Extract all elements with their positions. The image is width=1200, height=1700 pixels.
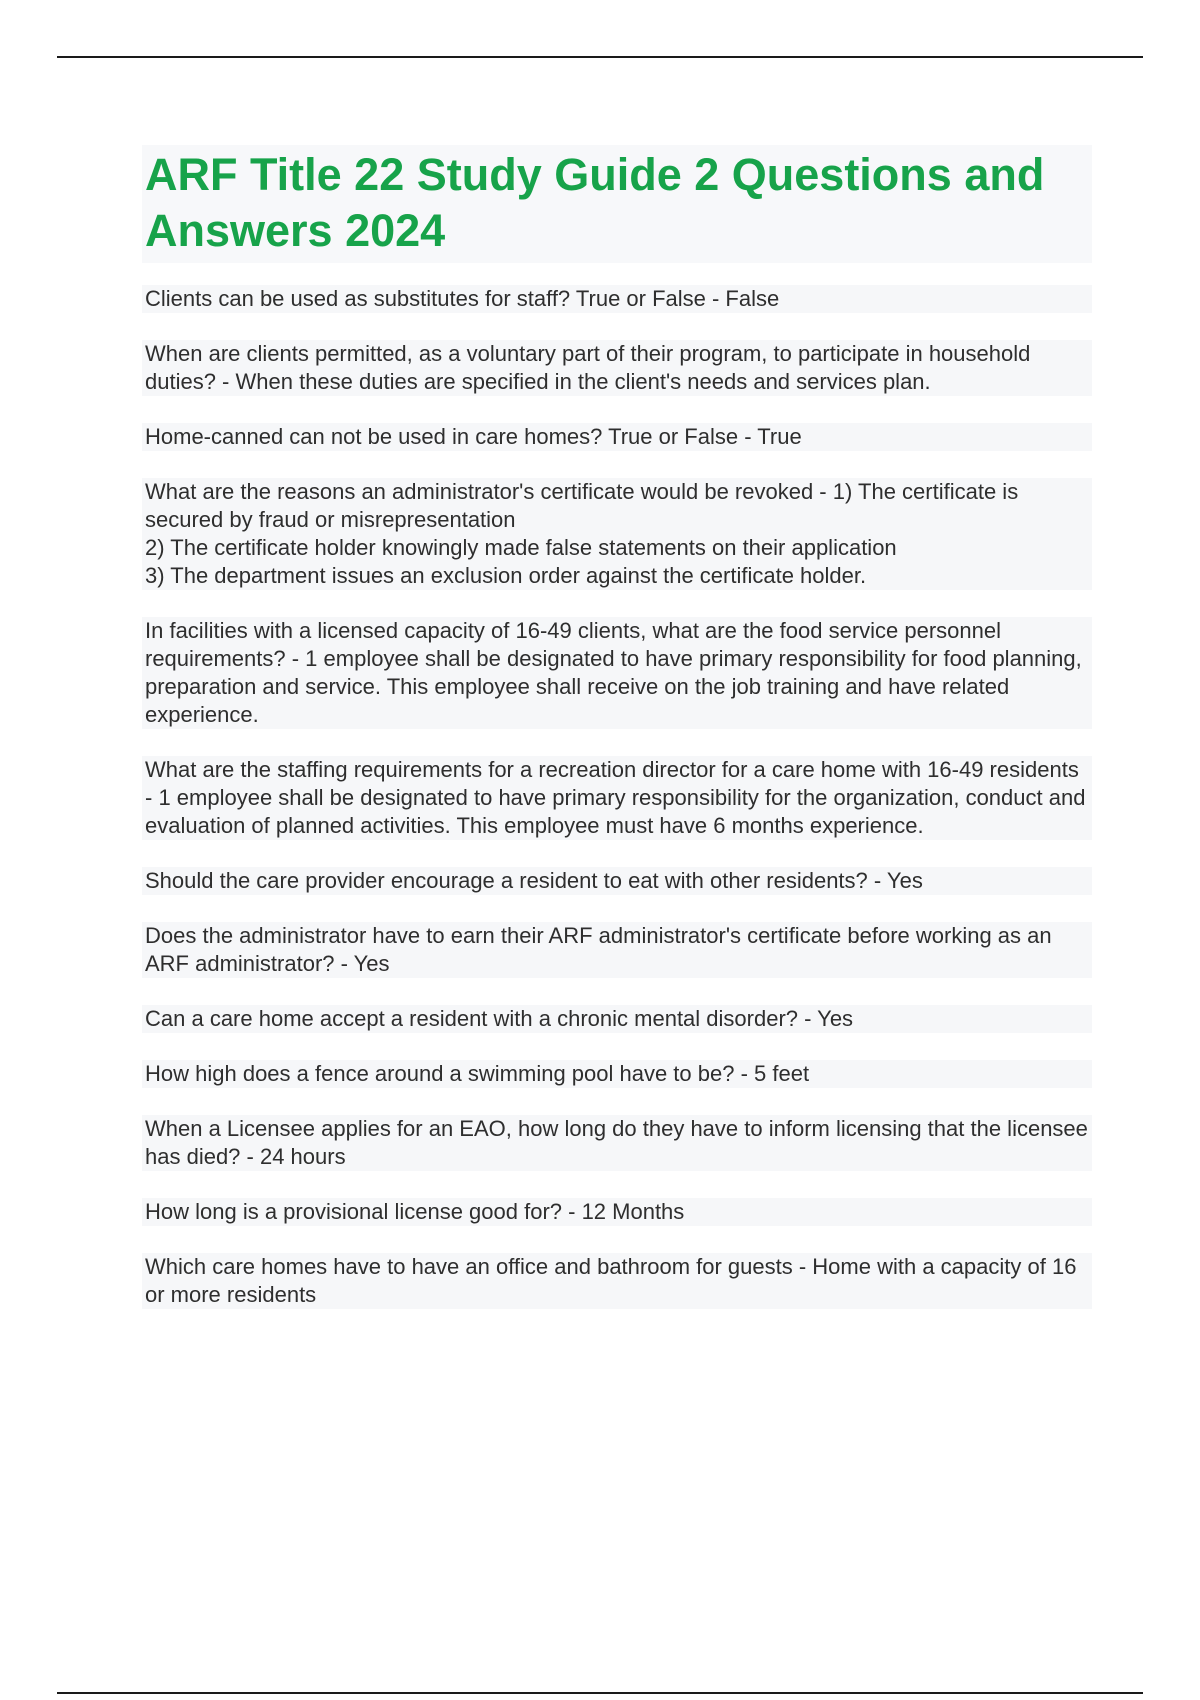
- document-body: [142, 145, 1092, 1336]
- qa-item: Does the administrator have to earn their ARF administrator's certificate before working as an ARF administrator? - Yes: [142, 922, 1092, 978]
- qa-item: How long is a provisional license good for? - 12 Months: [142, 1198, 1092, 1226]
- top-rule: [57, 56, 1143, 58]
- qa-item: What are the staffing requirements for a recreation director for a care home with 16-49 residents - 1 employee shall be designated to have primary responsibility for the organization, conduct and evaluation of planned activities. This employee must have 6 months experience.: [142, 756, 1092, 840]
- qa-item: In facilities with a licensed capacity of 16-49 clients, what are the food service personnel requirements? - 1 employee shall be designated to have primary responsibility for food planning, preparation and service. This employee shall receive on the job training and have related experience.: [142, 617, 1092, 729]
- qa-item: Home-canned can not be used in care homes? True or False - True: [142, 423, 1092, 451]
- qa-item: Which care homes have to have an office and bathroom for guests - Home with a capacity of 16 or more residents: [142, 1253, 1092, 1309]
- qa-item: Should the care provider encourage a resident to eat with other residents? - Yes: [142, 867, 1092, 895]
- qa-item: Can a care home accept a resident with a chronic mental disorder? - Yes: [142, 1005, 1092, 1033]
- qa-item: When are clients permitted, as a voluntary part of their program, to participate in household duties? - When these duties are specified in the client's needs and services plan.: [142, 340, 1092, 396]
- qa-item: Clients can be used as substitutes for staff? True or False - False: [142, 285, 1092, 313]
- qa-item: What are the reasons an administrator's certificate would be revoked - 1) The certificate is secured by fraud or misrepresentation 2) The certificate holder knowingly made false statements on their application 3) The department issues an exclusion order against the certificate holder.: [142, 478, 1092, 590]
- qa-list: [142, 285, 1092, 1309]
- qa-item: When a Licensee applies for an EAO, how long do they have to inform licensing that the licensee has died? - 24 hours: [142, 1115, 1092, 1171]
- qa-item: How high does a fence around a swimming pool have to be? - 5 feet: [142, 1060, 1092, 1088]
- bottom-rule: [57, 1692, 1143, 1694]
- document-title: ARF Title 22 Study Guide 2 Questions and Answers 2024: [145, 149, 1045, 256]
- title-block: [142, 145, 1092, 263]
